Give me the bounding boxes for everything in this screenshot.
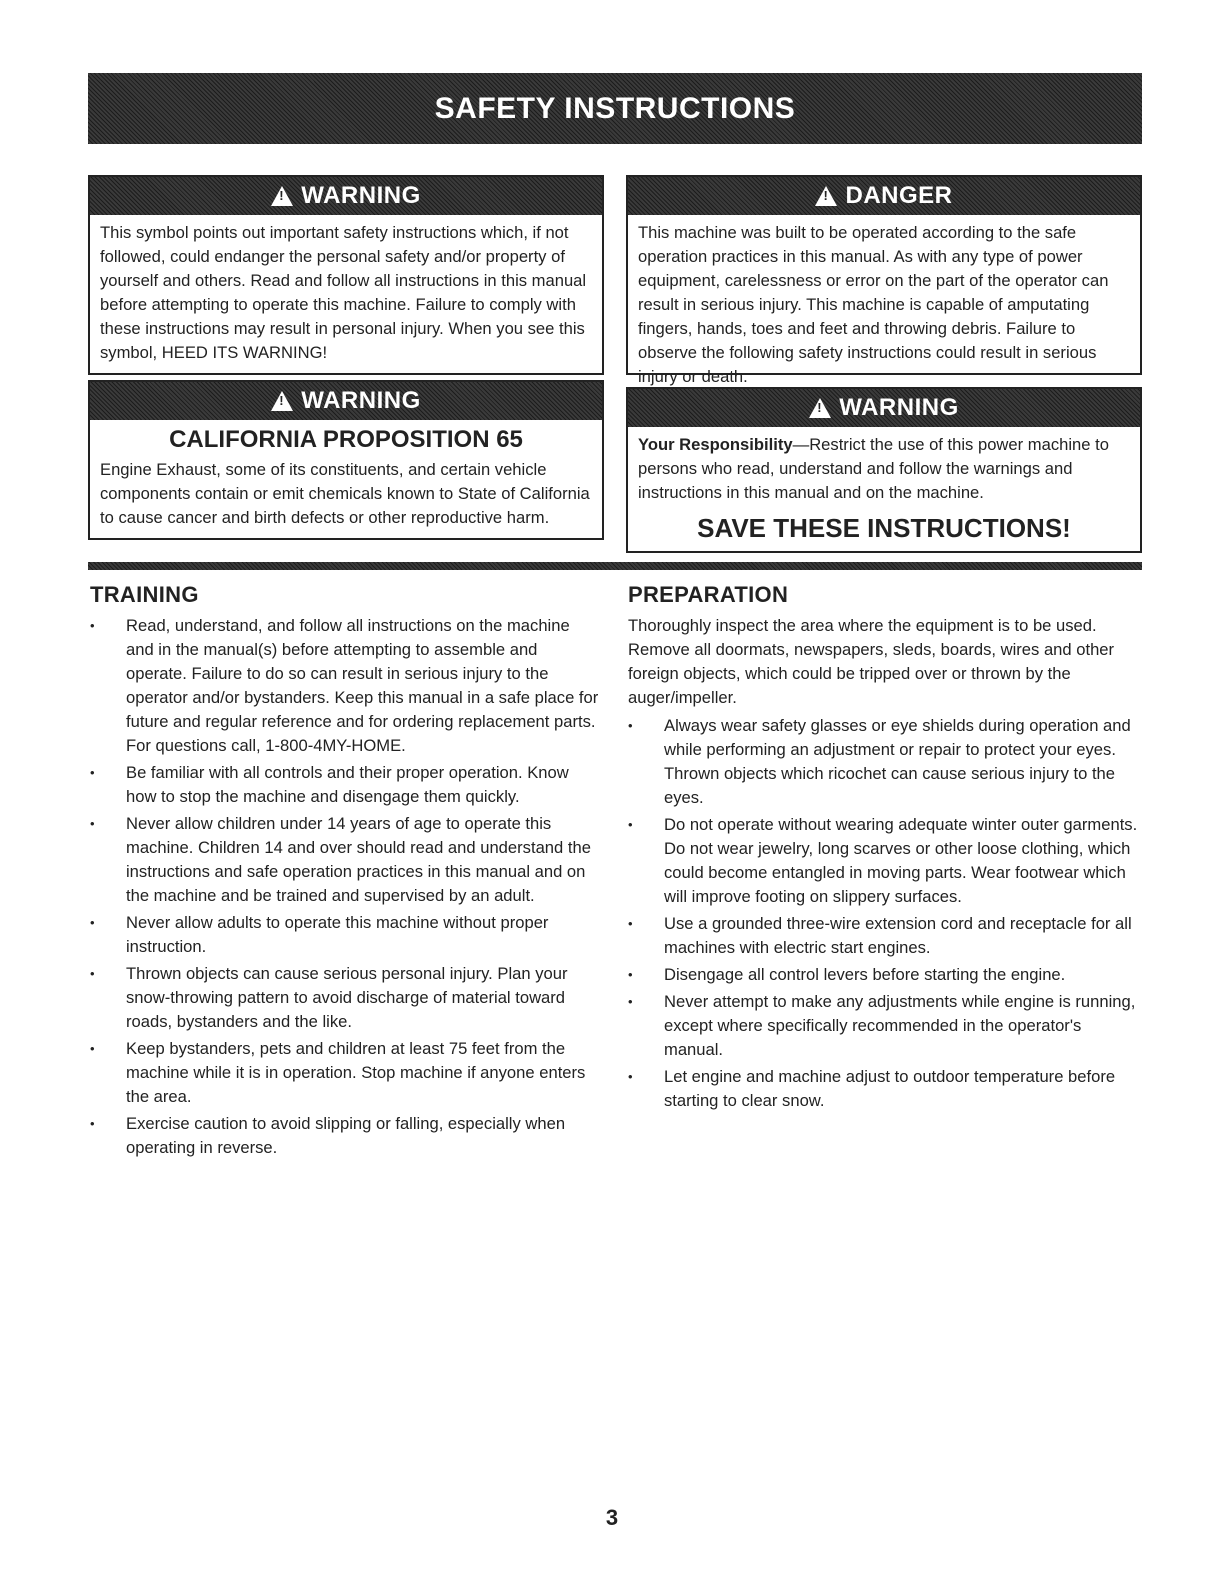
list-item: • Never allow adults to operate this machine without proper instruction. — [90, 911, 600, 959]
training-title: TRAINING — [90, 582, 199, 607]
prop65-subtitle: CALIFORNIA PROPOSITION 65 — [169, 426, 523, 453]
warning-heading: WARNING — [301, 182, 421, 209]
training-section — [90, 582, 600, 1163]
danger-heading: DANGER — [845, 182, 953, 209]
section-divider — [88, 562, 1142, 570]
list-item: • Thrown objects can cause serious personal injury. Plan your snow-throwing pattern to avoid discharge of material toward roads, bystanders and the like. — [90, 962, 600, 1034]
list-item: • Always wear safety glasses or eye shields during operation and while performing an adjustment or repair to protect your eyes. Thrown objects which ricochet can cause serious injury to the eyes. — [628, 714, 1138, 810]
list-item: • Do not operate without wearing adequate winter outer garments. Do not wear jewelry, long scarves or other loose clothing, which could become entangled in moving parts. Wear footwear which will improve footing on slippery surfaces. — [628, 813, 1138, 909]
page-header-bar — [88, 73, 1142, 144]
prop65-text: Engine Exhaust, some of its constituents, and certain vehicle components contain or emit chemicals known to State of California to cause cancer and birth defects or other reproductive harm. — [100, 460, 590, 527]
warning-triangle-icon — [809, 398, 831, 418]
prop65-box — [88, 380, 604, 540]
responsibility-box — [626, 387, 1142, 553]
list-item: • Exercise caution to avoid slipping or falling, especially when operating in reverse. — [90, 1112, 600, 1160]
list-item: • Let engine and machine adjust to outdoor temperature before starting to clear snow. — [628, 1065, 1138, 1113]
save-instructions-title: SAVE THESE INSTRUCTIONS! — [697, 513, 1071, 543]
list-item: • Keep bystanders, pets and children at least 75 feet from the machine while it is in operation. Stop machine if anyone enters the area. — [90, 1037, 600, 1109]
prop65-heading: WARNING — [301, 387, 421, 414]
list-item: • Never attempt to make any adjustments while engine is running, except where specifically recommended in the operator's manual. — [628, 990, 1138, 1062]
danger-box — [626, 175, 1142, 386]
preparation-intro: Thoroughly inspect the area where the equipment is to be used. Remove all doormats, newspapers, sleds, boards, wires and other foreign objects, which could be tripped over or thrown by the auger/impeller. — [628, 616, 1115, 707]
list-item: • Read, understand, and follow all instructions on the machine and in the manual(s) before attempting to assemble and operate. Failure to do so can result in serious injury to the operator and/or bystanders. Keep this manual in a safe place for future and regular reference and for ordering replacement parts. For questions call, 1-800-4MY-HOME. — [90, 614, 600, 758]
warning-header — [90, 177, 602, 215]
list-item: • Never allow children under 14 years of age to operate this machine. Children 14 and over should read and understand the instructions and safe operation practices in this manual and on the machine and be trained and supervised by an adult. — [90, 812, 600, 908]
training-list — [90, 614, 600, 1160]
page-number: 3 — [605, 1505, 619, 1530]
warning-triangle-icon — [271, 186, 293, 206]
list-item: • Use a grounded three-wire extension cord and receptacle for all machines with electric start engines. — [628, 912, 1138, 960]
warning-symbol-text: This symbol points out important safety instructions which, if not followed, could endanger the personal safety and/or property of yourself and others. Read and follow all instructions in this manual before attempting to operate this machine. Failure to comply with these instructions may result in personal injury. When you see this symbol, HEED ITS WARNING! — [100, 223, 587, 362]
danger-header — [628, 177, 1140, 215]
list-item: • Disengage all control levers before starting the engine. — [628, 963, 1138, 987]
preparation-title: PREPARATION — [628, 582, 789, 607]
responsibility-label: Your Responsibility — [638, 435, 793, 454]
warning-triangle-icon — [271, 391, 293, 411]
responsibility-body: —Restrict the use of this power machine to persons who read, understand and follow the warnings and instructions in this manual and on the machine. — [638, 435, 1109, 502]
responsibility-text — [628, 427, 1140, 511]
list-item: • Be familiar with all controls and their proper operation. Know how to stop the machine and disengage them quickly. — [90, 761, 600, 809]
responsibility-heading: WARNING — [839, 394, 959, 421]
preparation-list — [628, 714, 1138, 1113]
prop65-header — [90, 382, 602, 420]
preparation-section — [628, 582, 1138, 1116]
responsibility-header — [628, 389, 1140, 427]
warning-triangle-icon — [815, 186, 837, 206]
warning-symbol-box — [88, 175, 604, 375]
danger-text: This machine was built to be operated according to the safe operation practices in this manual. As with any type of power equipment, carelessness or error on the part of the operator can result in serious injury. This machine is capable of amputating fingers, hands, toes and feet and throwing debris. Failure to observe the following safety instructions could result in serious injury or death. — [638, 223, 1109, 386]
page-title: SAFETY INSTRUCTIONS — [434, 91, 796, 125]
